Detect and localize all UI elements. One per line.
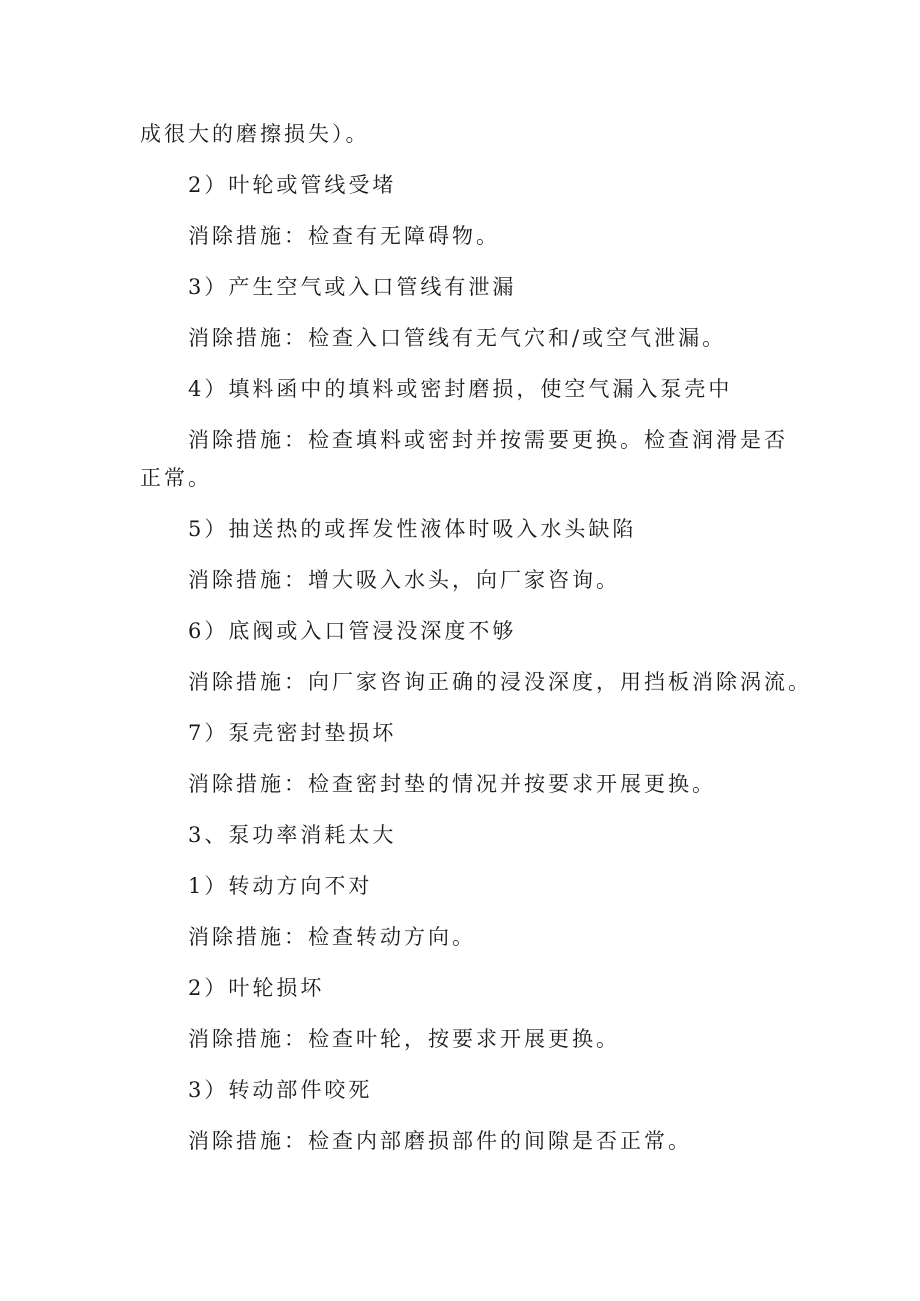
cause-4-remedy-continuation: 正常。	[140, 466, 212, 490]
cause-2-heading: 2）叶轮或管线受堵	[188, 173, 397, 197]
sub-cause-2-heading: 2）叶轮损坏	[188, 976, 325, 1000]
sub-cause-3-remedy: 消除措施：检查内部磨损部件的间隙是否正常。	[188, 1129, 692, 1153]
section-3-heading: 3、泵功率消耗太大	[188, 823, 397, 847]
cause-6-remedy: 消除措施：向厂家咨询正确的浸没深度，用挡板消除涡流。	[188, 670, 812, 694]
cause-4-remedy: 消除措施：检查填料或密封并按需要更换。检查润滑是否	[188, 428, 788, 452]
cause-4-heading: 4）填料函中的填料或密封磨损，使空气漏入泵壳中	[188, 377, 733, 401]
cause-3-remedy: 消除措施：检查入口管线有无气穴和/或空气泄漏。	[188, 326, 727, 350]
paragraph-continuation: 成很大的磨擦损失）。	[140, 122, 370, 146]
sub-cause-1-heading: 1）转动方向不对	[188, 874, 373, 898]
cause-3-heading: 3）产生空气或入口管线有泄漏	[188, 275, 517, 299]
cause-2-remedy: 消除措施：检查有无障碍物。	[188, 224, 500, 248]
cause-5-heading: 5）抽送热的或挥发性液体时吸入水头缺陷	[188, 517, 637, 541]
cause-7-heading: 7）泵壳密封垫损坏	[188, 721, 397, 745]
cause-6-heading: 6）底阀或入口管浸没深度不够	[188, 619, 517, 643]
sub-cause-2-remedy: 消除措施：检查叶轮，按要求开展更换。	[188, 1027, 620, 1051]
sub-cause-1-remedy: 消除措施：检查转动方向。	[188, 925, 476, 949]
sub-cause-3-heading: 3）转动部件咬死	[188, 1078, 373, 1102]
cause-5-remedy: 消除措施：增大吸入水头，向厂家咨询。	[188, 568, 620, 592]
cause-7-remedy: 消除措施：检查密封垫的情况并按要求开展更换。	[188, 772, 716, 796]
